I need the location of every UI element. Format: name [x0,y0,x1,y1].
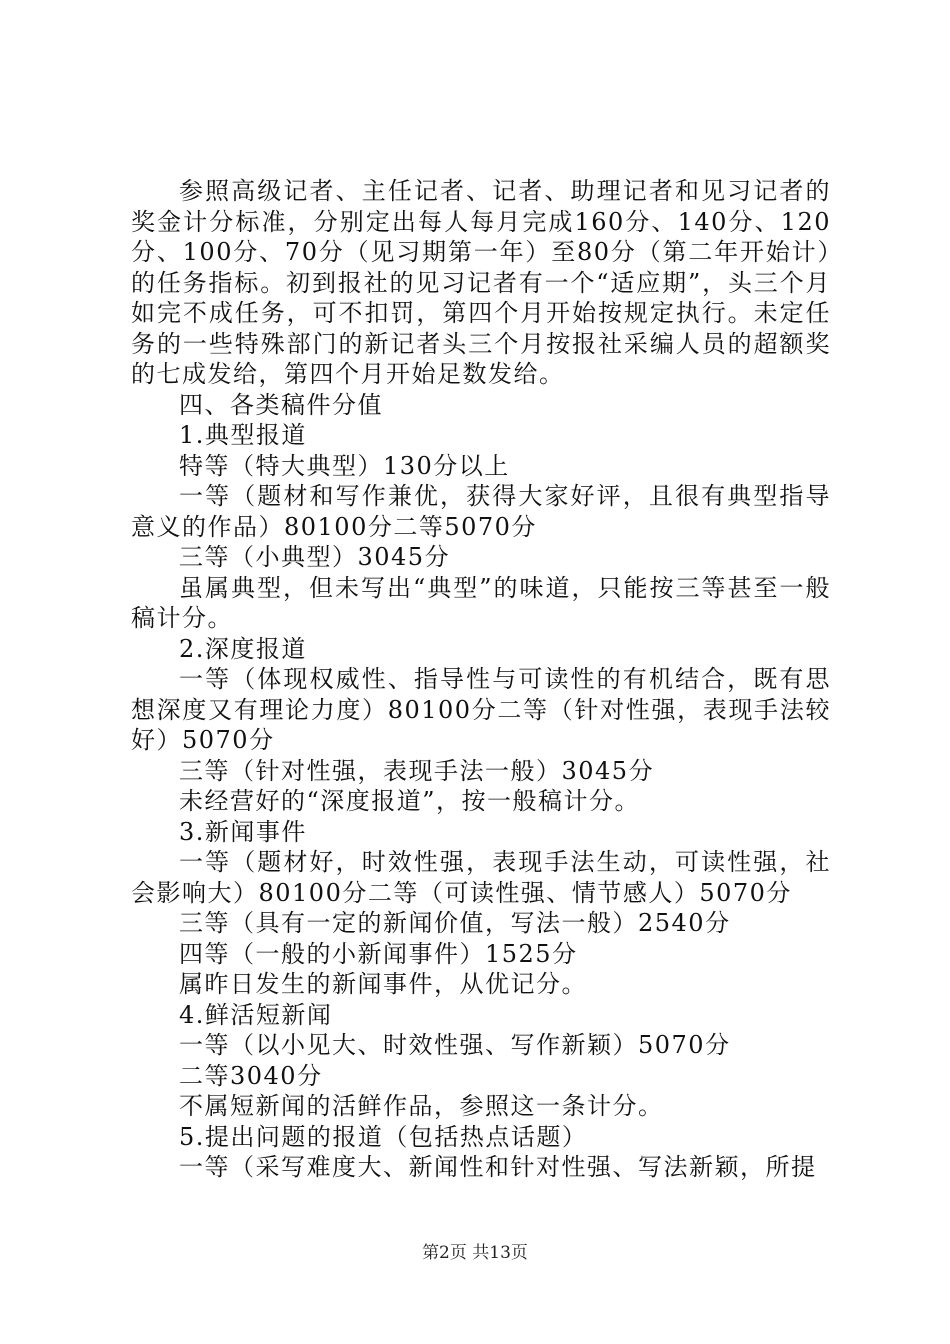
section-heading: 四、各类稿件分值 [179,390,383,419]
paragraph: 参照高级记者、主任记者、记者、助理记者和见习记者的奖金计分标准，分别定出每人每月完成160分、140分、120分、100分、70分（见习期第一年）至80分（第二年开始计）的任务指标。初到报社的见习记者有一个“适应期”，头三个月如完不成任务，可不扣罚，第四个月开始按规定执行。未定任务的一些特殊部门的新记者头三个月按报社采编人员的超额奖的七成发给，第四个月开始足数发给。 [131,177,831,388]
paragraph: 二等3040分 [179,1061,323,1090]
paragraph: 三等（具有一定的新闻价值，写法一般）2540分 [179,909,731,937]
subsection-heading: 2.深度报道 [179,634,307,663]
subsection-heading: 1.典型报道 [179,421,307,449]
paragraph: 一等（题材好，时效性强，表现手法生动，可读性强，社会影响大）80100分二等（可读性强、情节感人）5070分 [131,848,831,907]
document-body [131,176,831,1183]
paragraph: 一等（采写难度大、新闻性和针对性强、写法新颖，所提 [179,1153,817,1181]
subsection-heading: 3.新闻事件 [179,817,307,846]
subsection-heading: 4.鲜活短新闻 [179,1000,333,1029]
paragraph: 虽属典型，但未写出“典型”的味道，只能按三等甚至一般稿计分。 [131,573,831,632]
paragraph: 三等（小典型）3045分 [179,543,451,571]
paragraph: 未经营好的“深度报道”，按一般稿计分。 [179,787,641,815]
paragraph: 不属短新闻的活鲜作品，参照这一条计分。 [179,1092,664,1120]
paragraph: 一等（以小见大、时效性强、写作新颖）5070分 [179,1031,731,1059]
paragraph: 四等（一般的小新闻事件）1525分 [179,939,578,968]
paragraph: 特等（特大典型）130分以上 [179,451,510,480]
paragraph: 一等（题材和写作兼优，获得大家好评，且很有典型指导意义的作品）80100分二等5070分 [131,482,831,541]
paragraph: 属昨日发生的新闻事件，从优记分。 [179,970,587,998]
paragraph: 三等（针对性强，表现手法一般）3045分 [179,756,655,785]
subsection-heading: 5.提出问题的报道（包括热点话题） [179,1122,588,1151]
page-footer: 第2页 共13页 [422,1243,528,1263]
paragraph: 一等（体现权威性、指导性与可读性的有机结合，既有思想深度又有理论力度）80100分二等（针对性强，表现手法较好）5070分 [131,665,831,754]
